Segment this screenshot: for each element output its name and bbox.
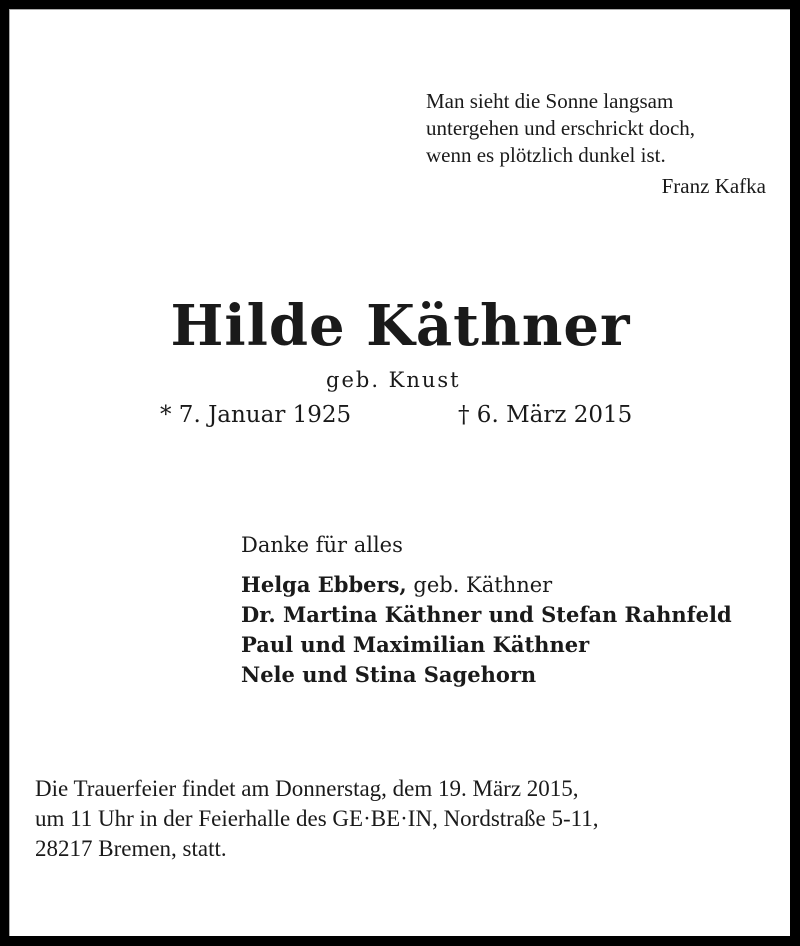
family-list [241,570,732,690]
family-member [241,660,732,690]
quote-line: Man sieht die Sonne langsam [426,89,674,113]
quote-author: Franz Kafka [661,174,766,198]
family-member [241,630,732,660]
family-member-name: Helga Ebbers, [241,572,407,597]
obituary-notice [9,9,790,936]
family-member-name: Paul und Maximilian Käthner [241,632,590,657]
family-member-note: geb. Käthner [406,573,553,597]
service-line: um 11 Uhr in der Feierhalle des GE·BE·IN, Nordstraße 5-11, [35,806,599,831]
funeral-service-info [35,774,599,864]
deceased-name: Hilde Käthner [170,293,631,359]
family-member-name: Nele und Stina Sagehorn [241,662,537,687]
maiden-name: geb. Knust [326,368,461,392]
family-member [241,570,732,600]
service-line: Die Trauerfeier findet am Donnerstag, dem 19. März 2015, [35,776,579,801]
family-member [241,600,732,630]
family-member-name: Dr. Martina Käthner und Stefan Rahnfeld [241,602,732,627]
quote-line: untergehen und erschrickt doch, [426,116,696,140]
kafka-quote [426,88,766,200]
service-line: 28217 Bremen, statt. [35,836,227,861]
thanks-text: Danke für alles [241,533,403,557]
birth-date: * 7. Januar 1925 [160,402,352,428]
quote-line: wenn es plötzlich dunkel ist. [426,143,666,167]
death-date: † 6. März 2015 [458,402,633,428]
